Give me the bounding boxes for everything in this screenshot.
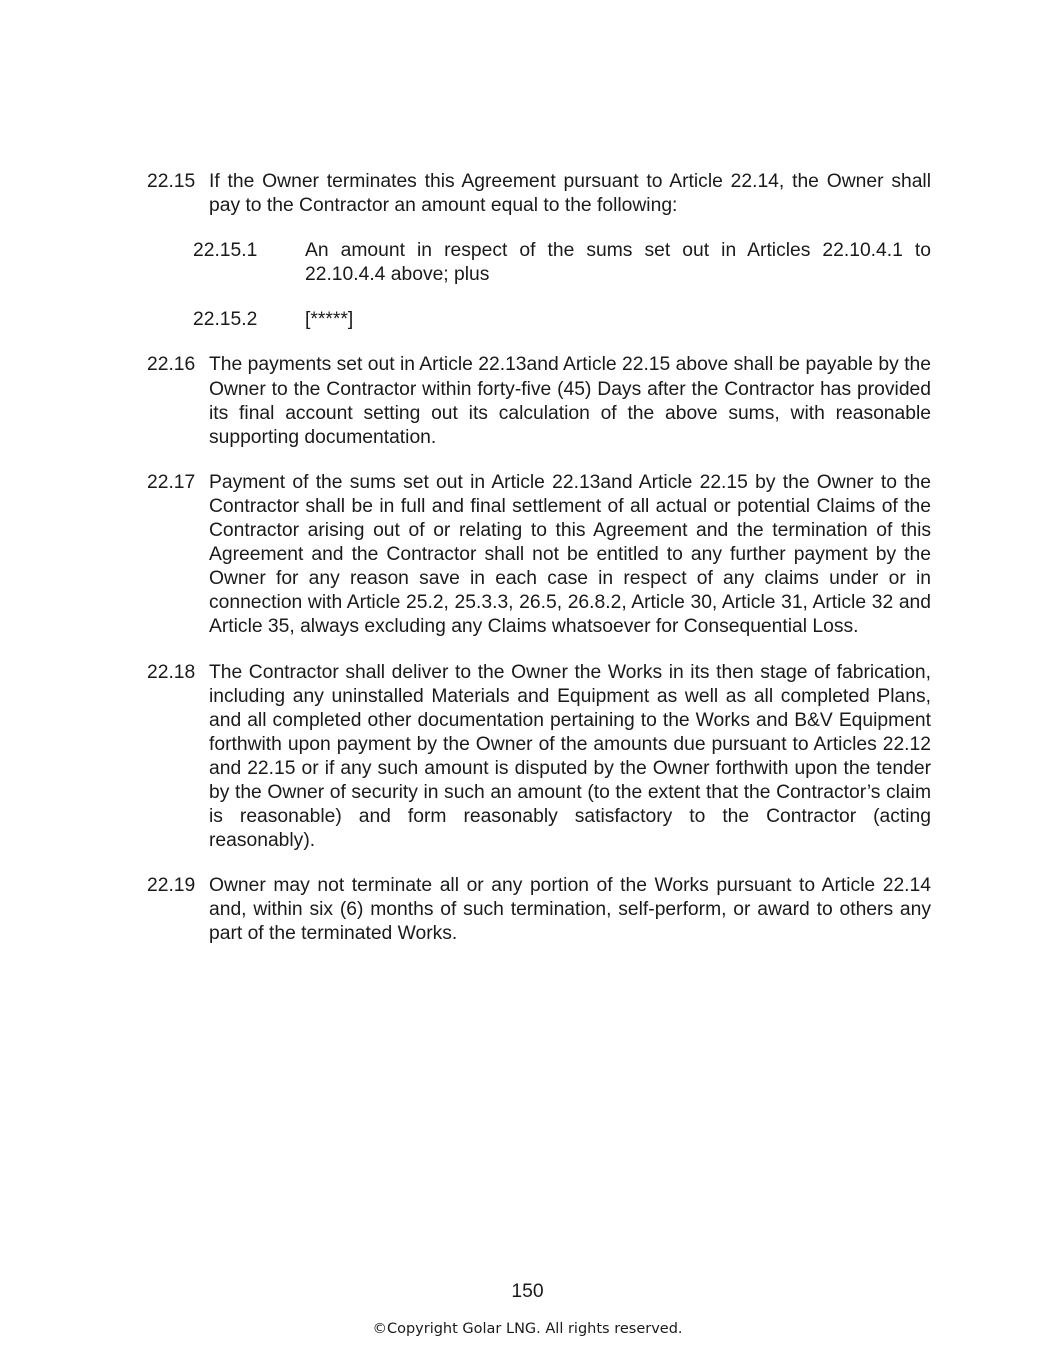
clause-number: 22.18 — [147, 661, 196, 683]
clause-text: Payment of the sums set out in Article 22.13and Article 22.15 by the Owner to the Contractor shall be in full and final settlement of all actual or potential Claims of the Contractor arising out of or relating to this Agreement and the termination of this Agreement and the Contractor shall not be entitled to any further payment by the Owner for any reason save in each case in respect of any claims under or in connection with Article 25.2, 25.3.3, 26.5, 26.8.2, Article 30, Article 31, Article 32 and Article 35, always excluding any Claims whatsoever for Consequential Loss. — [209, 471, 931, 638]
subclause-text: An amount in respect of the sums set out in Articles 22.10.4.1 to 22.10.4.4 above; plus — [305, 240, 931, 286]
clause-number: 22.16 — [147, 354, 196, 376]
clause-text: The payments set out in Article 22.13and Article 22.15 above shall be payable by the Owner to the Contractor within forty-five (45) Days after the Contractor has provided its final account setting out its calculation of the above sums, with reasonable supporting documentation. — [209, 354, 931, 448]
subclause-text: [*****] — [305, 309, 354, 331]
subclause-number: 22.15.2 — [193, 309, 258, 331]
clause-text: The Contractor shall deliver to the Owner the Works in its then stage of fabrication, including any uninstalled Materials and Equipment as well as all completed Plans, and all completed other documentation pertaining to the Works and B&V Equipment forthwith upon payment by the Owner of the amounts due pursuant to Articles 22.12 and 22.15 or if any such amount is disputed by the Owner forthwith upon the tender by the Owner of security in such an amount (to the extent that the Contractor’s claim is reasonable) and form reasonably satisfactory to the Contractor (acting reasonably). — [209, 661, 931, 852]
clause-22-19 — [147, 874, 931, 946]
document-body — [147, 170, 931, 968]
clause-number: 22.15 — [147, 171, 196, 192]
clause-22-17 — [147, 471, 931, 640]
page-number: 150 — [511, 1281, 544, 1302]
clause-22-16 — [147, 353, 931, 449]
clause-22-18 — [147, 661, 931, 854]
subclause-22-15-2 — [193, 308, 931, 332]
copyright-notice: ©Copyright Golar LNG. All rights reserved. — [372, 1321, 683, 1337]
clause-text: Owner may not terminate all or any portion of the Works pursuant to Article 22.14 and, within six (6) months of such termination, self-perform, or award to others any part of the terminated Works. — [209, 875, 931, 945]
clause-number: 22.19 — [147, 875, 196, 897]
clause-text: If the Owner terminates this Agreement pursuant to Article 22.14, the Owner shall pay to the Contractor an amount equal to the following: — [209, 171, 931, 217]
subclause-number: 22.15.1 — [193, 240, 258, 262]
clause-22-15 — [147, 170, 931, 218]
subclause-22-15-1 — [193, 239, 931, 287]
clause-number: 22.17 — [147, 471, 196, 493]
